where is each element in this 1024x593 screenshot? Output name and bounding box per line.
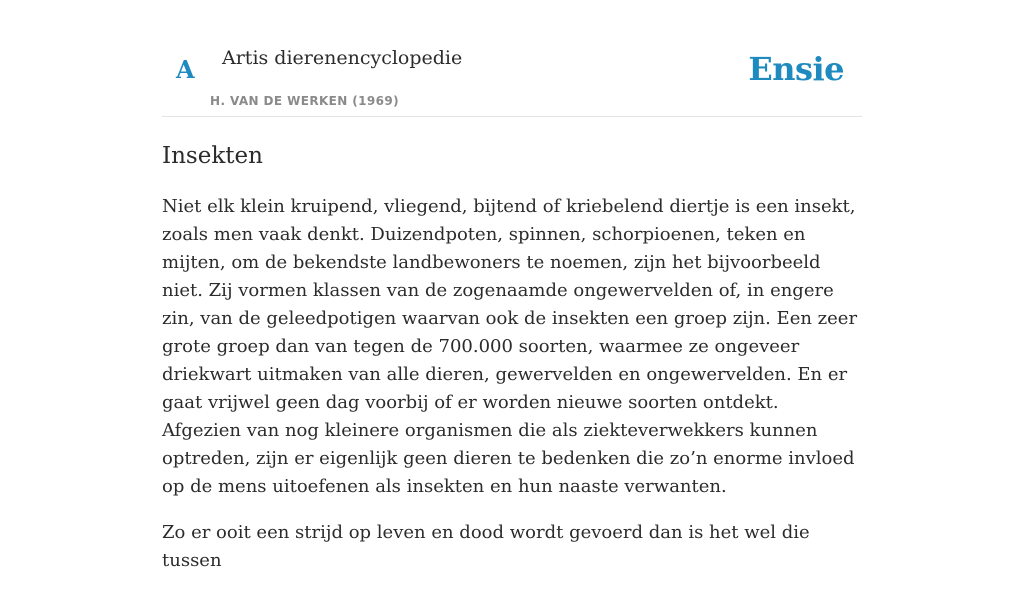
brand-logo-link[interactable]: Ensie bbox=[748, 50, 844, 88]
book-title-link[interactable]: Artis dierenencyclopedie bbox=[222, 47, 463, 69]
entry-paragraph: Zo er ooit een strijd op leven en dood wordt gevoerd dan is het wel die tussen bbox=[162, 522, 810, 571]
entry-title: Insekten bbox=[162, 143, 263, 169]
page bbox=[162, 0, 862, 593]
header bbox=[162, 0, 862, 117]
entry-body bbox=[162, 193, 862, 575]
book-author: H. VAN DE WERKEN (1969) bbox=[210, 94, 400, 108]
index-letter-link[interactable]: A bbox=[176, 55, 195, 84]
entry-paragraph: Niet elk klein kruipend, vliegend, bijtend of kriebelend diertje is een insekt, zoals men vaak denkt. Duizendpoten, spinnen, schorpioenen, teken en mijten, om de bekendste landbewoners te noemen, zijn het bijvoorbeeld niet. Zij vormen klassen van de zogenaamde ongewervelden of, in engere zin, van de geleedpotigen waarvan ook de insekten een groep zijn. Een zeer grote groep dan van tegen de 700.000 soorten, waarmee ze ongeveer driekwart uitmaken van alle dieren, gewervelden en ongewervelden. En er gaat vrijwel geen dag voorbij of er worden nieuwe soorten ontdekt. Afgezien van nog kleinere organismen die als ziekteverwekkers kunnen optreden, zijn er eigenlijk geen dieren te bedenken die zo’n enorme invloed op de mens uitoefenen als insekten en hun naaste verwanten. bbox=[162, 196, 858, 497]
